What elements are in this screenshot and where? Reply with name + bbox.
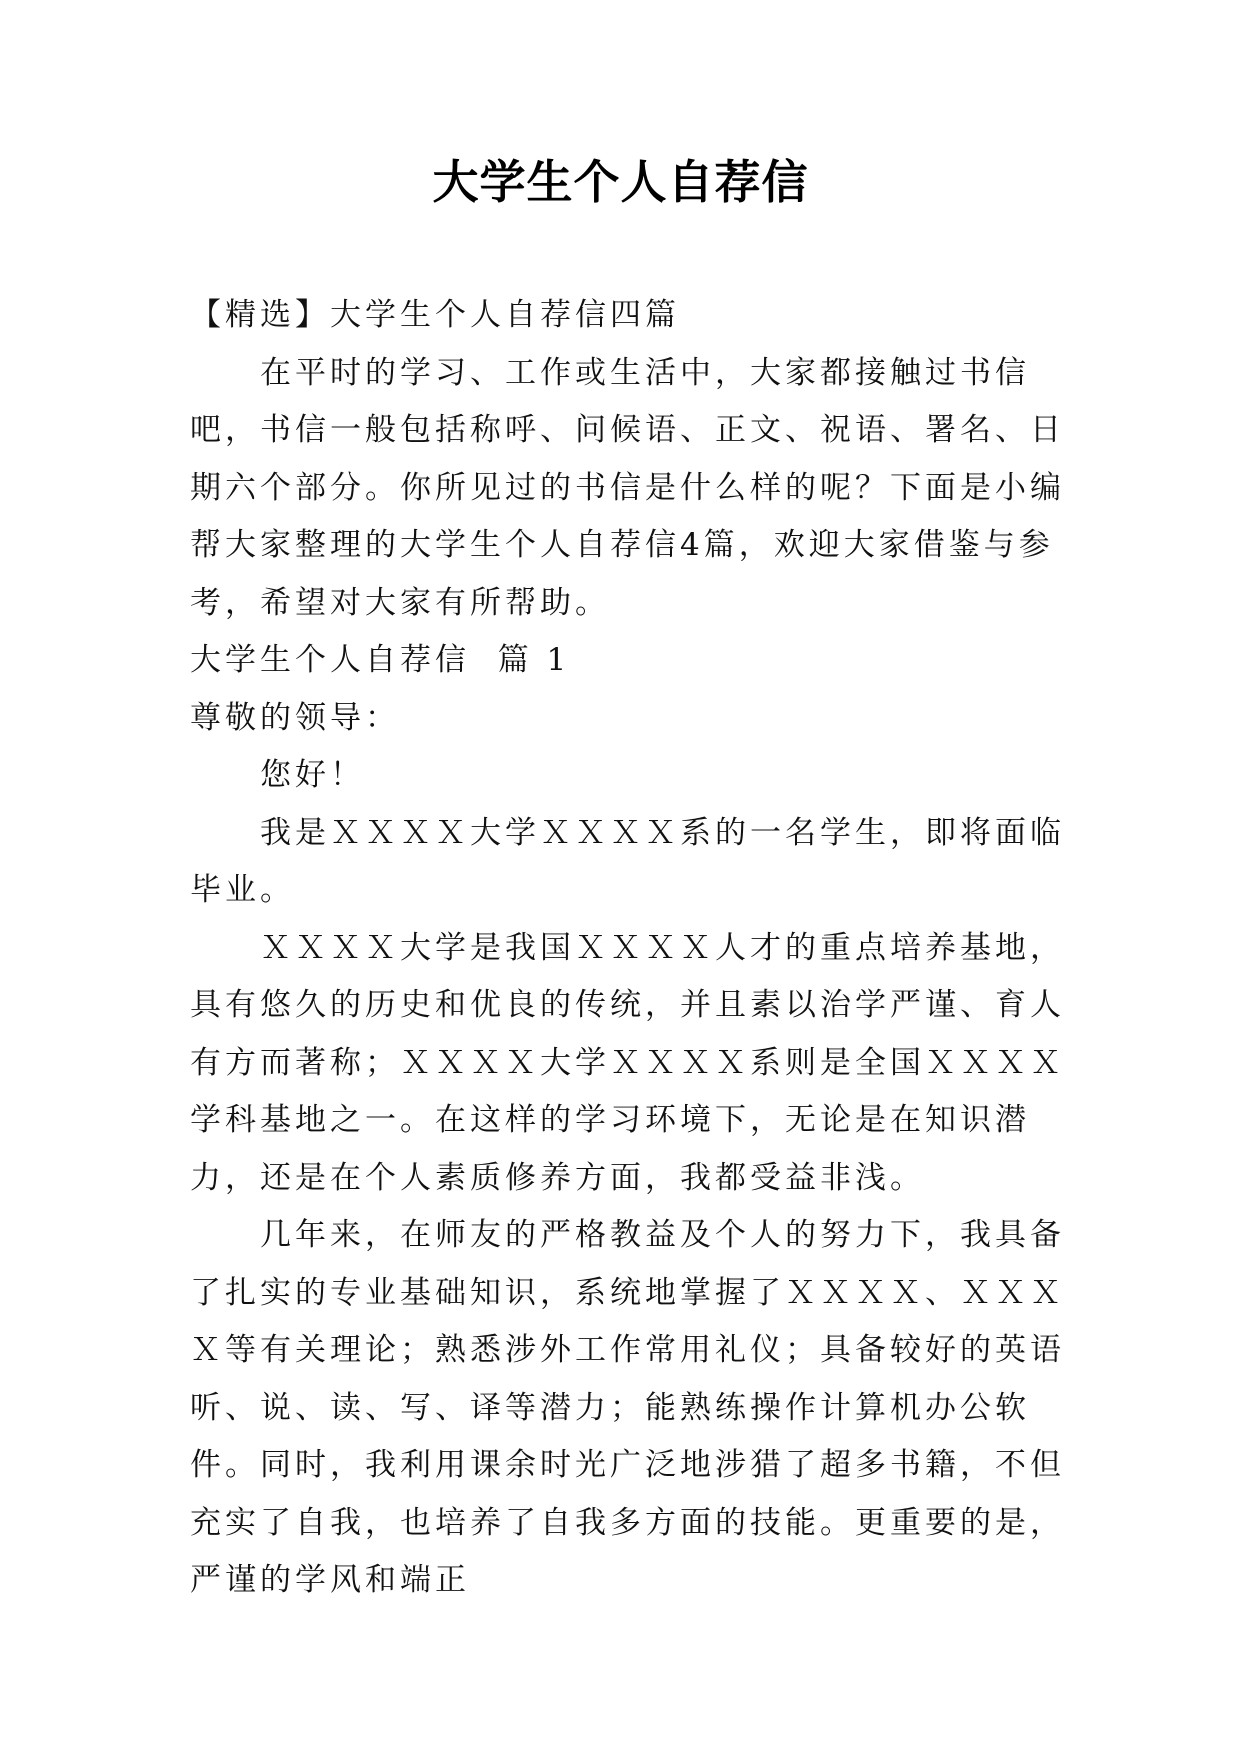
intro-paragraph: 在平时的学习、工作或生活中，大家都接触过书信吧，书信一般包括称呼、问候语、正文、祝语、署名、日期六个部分。你所见过的书信是什么样的呢？下面是小编帮大家整理的大学生个人自荐信4篇，欢迎大家借鉴与参考，希望对大家有所帮助。 [190, 354, 1065, 621]
body-paragraph: 几年来，在师友的严格教益及个人的努力下，我具备了扎实的专业基础知识，系统地掌握了ＸＸＸＸ、ＸＸＸＸ等有关理论；熟悉涉外工作常用礼仪；具备较好的英语听、说、读、写、译等潜力；能熟练操作计算机办公软件。同时，我利用课余时光广泛地涉猎了超多书籍，不但充实了自我，也培养了自我多方面的技能。更重要的是，严谨的学风和端正 [190, 1217, 1065, 1598]
greeting: 您好！ [260, 757, 365, 793]
document-title: 大学生个人自荐信 [432, 155, 809, 209]
document-subtitle: 【精选】大学生个人自荐信四篇 [190, 297, 680, 333]
document-body [190, 287, 1070, 1610]
salutation: 尊敬的领导： [190, 699, 400, 736]
body-paragraph: 我是ＸＸＸＸ大学ＸＸＸＸ系的一名学生，即将面临毕业。 [190, 814, 1065, 908]
body-paragraph: ＸＸＸＸ大学是我国ＸＸＸＸ人才的重点培养基地，具有悠久的历史和优良的传统，并且素以治学严谨、育人有方而著称；ＸＸＸＸ大学ＸＸＸＸ系则是全国ＸＸＸＸ学科基地之一。在这样的学习环境下，无论是在知识潜力，还是在个人素质修养方面，我都受益非浅。 [190, 929, 1065, 1196]
section-heading: 大学生个人自荐信 篇 1 [190, 642, 571, 678]
